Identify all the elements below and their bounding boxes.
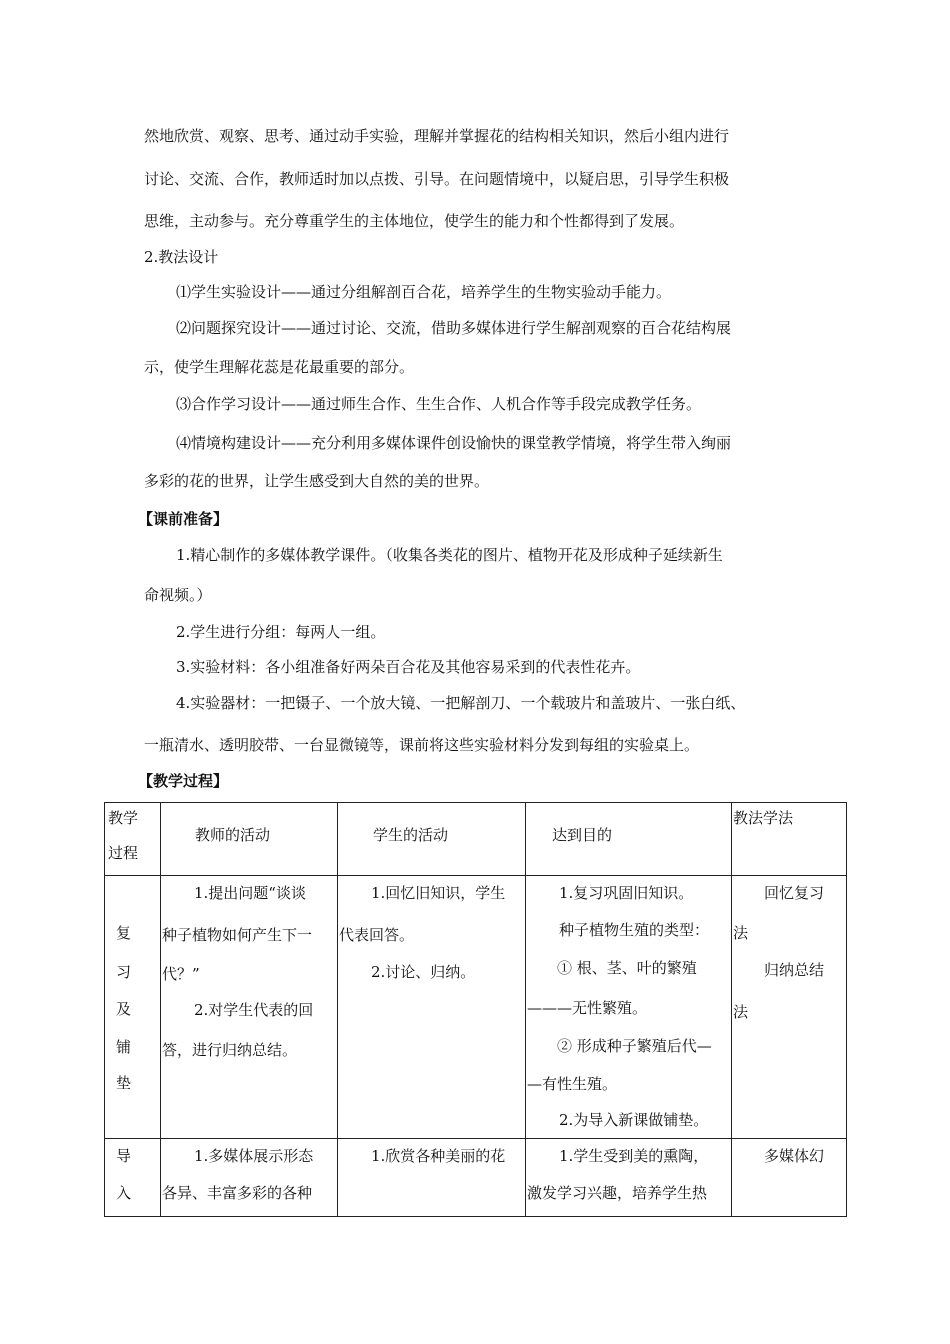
prep-line: 3.实验材料：各小组准备好两朵百合花及其他容易采到的代表性花卉。: [176, 658, 641, 676]
prep-line: 一瓶清水、透明胶带、一台显微镜等，课前将这些实验材料分发到每组的实验桌上。: [144, 736, 700, 754]
method-line: 多彩的花的世界，让学生感受到大自然的美的世界。: [144, 472, 490, 490]
header-teacher: 教师的活动: [161, 803, 338, 876]
row1-teacher: 1.提出问题“谈谈 种子植物如何产生下一 代？” 2.对学生代表的回 答，进行归纳总结。: [161, 876, 338, 1139]
row1-stage: 复 习 及 铺 垫: [105, 876, 161, 1139]
row2-teacher: 1.多媒体展示形态 各异、丰富多彩的各种: [161, 1139, 338, 1217]
intro-line: 思维，主动参与。充分尊重学生的主体地位，使学生的能力和个性都得到了发展。: [144, 212, 685, 230]
row2-student: 1.欣赏各种美丽的花: [338, 1139, 526, 1217]
header-goal: 达到目的: [526, 803, 732, 876]
header-stage: 教学 过程: [105, 803, 161, 876]
method-line: 示，使学生理解花蕊是花最重要的部分。: [144, 358, 415, 376]
prep-line: 4.实验器材：一把镊子、一个放大镜、一把解剖刀、一个载玻片和盖玻片、一张白纸、: [176, 694, 746, 712]
header-student: 学生的活动: [338, 803, 526, 876]
table-row: [105, 1139, 847, 1217]
row2-stage: 导 入: [105, 1139, 161, 1217]
header-method: 教法学法: [732, 803, 847, 876]
section-heading-process: 【教学过程】: [138, 772, 229, 790]
row1-goal: 1.复习巩固旧知识。 种子植物生殖的类型： ① 根、茎、叶的繁殖 ———无性繁殖。 ② 形成种子繁殖后代— —有性生殖。 2.为导入新课做铺垫。: [526, 876, 732, 1139]
row2-method: 多媒体幻: [732, 1139, 847, 1217]
intro-line: 讨论、交流、合作，教师适时加以点拨、引导。在问题情境中，以疑启思，引导学生积极: [144, 170, 730, 188]
section-heading-prep: 【课前准备】: [138, 510, 229, 528]
row1-student: 1.回忆旧知识，学生 代表回答。 2.讨论、归纳。: [338, 876, 526, 1139]
table-row: [105, 876, 847, 1139]
method-line: ⑶合作学习设计——通过师生合作、生生合作、人机合作等手段完成教学任务。: [176, 395, 702, 413]
method-line: ⑷情境构建设计——充分利用多媒体课件创设愉快的课堂教学情境，将学生带入绚丽: [176, 434, 732, 452]
method-line: ⑵问题探究设计——通过讨论、交流，借助多媒体进行学生解剖观察的百合花结构展: [176, 319, 732, 337]
method-line: ⑴学生实验设计——通过分组解剖百合花，培养学生的生物实验动手能力。: [176, 283, 672, 301]
prep-line: 1.精心制作的多媒体教学课件。（收集各类花的图片、植物开花及形成种子延续新生: [176, 546, 723, 564]
prep-line: 2.学生进行分组：每两人一组。: [176, 623, 386, 641]
intro-line: 然地欣赏、观察、思考、通过动手实验，理解并掌握花的结构相关知识，然后小组内进行: [144, 127, 730, 145]
prep-line: 命视频。）: [144, 586, 212, 604]
table-header-row: [105, 803, 847, 876]
section-heading-method: 2.教法设计: [144, 248, 219, 266]
row2-goal: 1.学生受到美的熏陶， 激发学习兴趣，培养学生热: [526, 1139, 732, 1217]
row1-method: 回忆复习 法 归纳总结 法: [732, 876, 847, 1139]
teaching-process-table: [104, 802, 847, 1217]
